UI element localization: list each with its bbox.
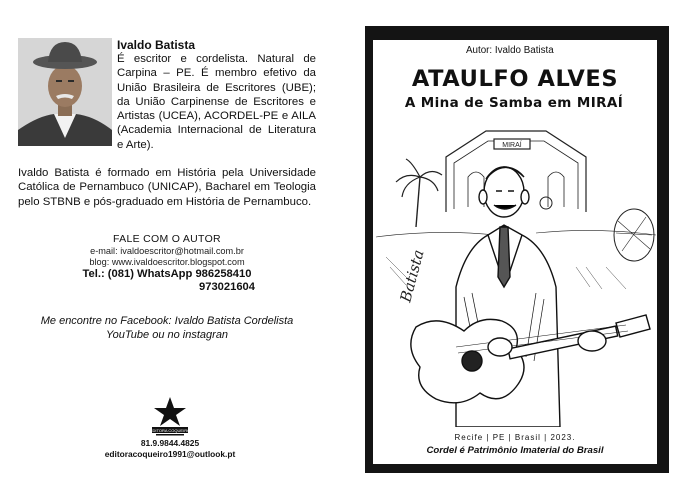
cover-place-year: Recife | PE | Brasil | 2023. [454,433,576,442]
publisher-email: editoracoqueiro1991@outlook.pt [104,449,236,459]
publisher-block [100,395,240,460]
star-logo-icon [150,395,190,437]
author-name: Ivaldo Batista [117,38,196,52]
contact-block [18,233,316,294]
contact-phone: Tel.: (081) WhatsApp 986258410 [82,268,252,280]
building-sign-text: MIRAÍ [502,142,522,149]
publisher-logo-text: EDITORA COQUEIRO [150,427,190,433]
cover-subtitle: A Mina de Samba em MIRAÍ [404,95,624,111]
contact-phone-secondary: 973021604 [199,281,255,293]
contact-title: FALE COM O AUTOR [113,233,221,245]
cover-heritage: Cordel é Patrimônio Imaterial do Brasil [426,445,604,456]
author-education: Ivaldo Batista é formado em História pela Universidade Católica de Pernambuco (UNICAP), Bacharel em Teologia pelo STBNB e pós-graduado em História de Pernambuco. [18,167,316,208]
cover-illustration [376,117,656,427]
contact-blog: blog: www.ivaldoescritor.blogspot.com [89,257,245,267]
social-block [18,314,316,342]
author-photo [18,38,112,146]
cover-title: ATAULFO ALVES [411,66,619,92]
contact-email: e-mail: ivaldoescritor@hotmail.com.br [90,246,244,256]
publisher-phone: 81.9.9844.4825 [140,438,200,448]
author-bio: É escritor e cordelista. Natural de Carpina – PE. É membro efetivo da União Brasileira de Escritores (UBE); da União Carpinense de Escritores e Artistas (UCEA), ACORDEL-PE e AILA (Academia Internacional de Literatura e Arte). [117,53,316,151]
social-youtube-instagram: YouTube ou no instagran [105,329,229,341]
svg-text:Batista: Batista [396,247,428,305]
cover-author: Autor: Ivaldo Batista [466,45,554,56]
social-facebook: Me encontre no Facebook: Ivaldo Batista Cordelista [40,315,294,327]
